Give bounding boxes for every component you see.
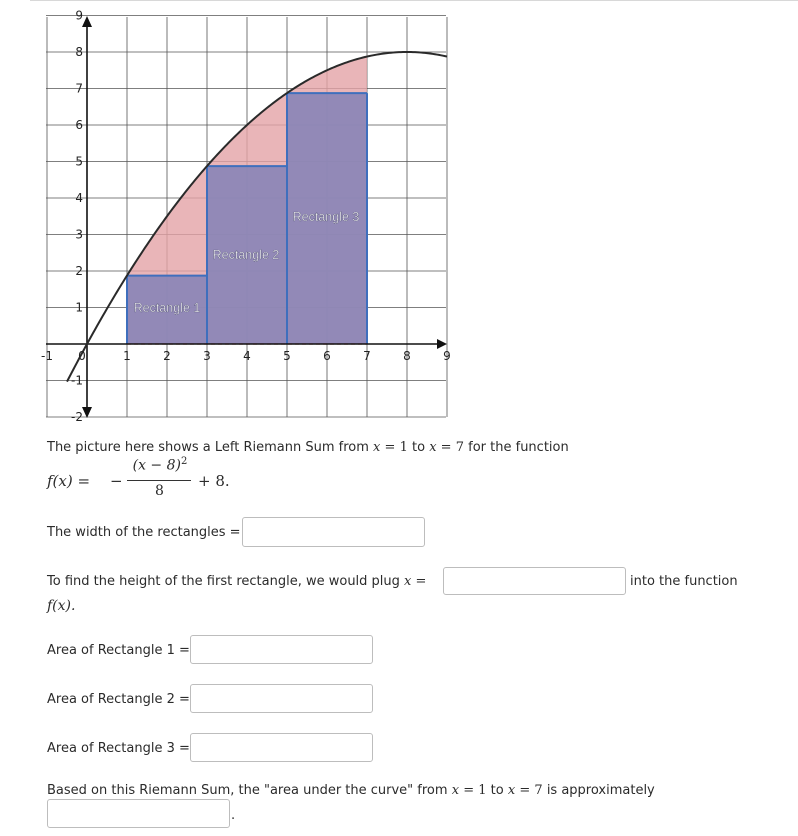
area2-input[interactable] xyxy=(190,684,373,713)
x-tick-label: 6 xyxy=(323,349,331,363)
total-x-var-1: x xyxy=(451,783,460,798)
intro-x-var-1: x xyxy=(373,440,381,455)
area2-label: Area of Rectangle 2 = xyxy=(47,692,190,707)
total-input[interactable] xyxy=(47,799,230,828)
x-tick-label: 8 xyxy=(403,349,411,363)
y-tick-label: 1 xyxy=(75,300,83,315)
width-label: The width of the rectangles = xyxy=(47,525,241,540)
function-label: f(x) = xyxy=(47,472,91,490)
height-suffix: into the function xyxy=(630,574,738,589)
height-x-var: x xyxy=(404,574,412,589)
function-plus-term: + 8. xyxy=(198,472,230,490)
intro-x-var-2: x xyxy=(429,440,437,455)
y-tick-label: 8 xyxy=(75,45,83,59)
x-tick-label: 1 xyxy=(123,349,131,363)
function-fraction xyxy=(126,456,194,474)
intro-from-value: 1 xyxy=(399,440,408,455)
function-denominator: 8 xyxy=(155,483,164,499)
intro-suffix: for the function xyxy=(468,440,569,455)
function-minus: − xyxy=(110,472,123,490)
y-tick-label: -2 xyxy=(71,410,83,424)
total-period: . xyxy=(231,808,236,823)
y-tick-label: 3 xyxy=(75,227,83,242)
x-tick-label: 9 xyxy=(443,349,451,363)
total-eq-2: = xyxy=(519,783,531,798)
x-axis-arrow xyxy=(437,339,447,349)
area3-input[interactable] xyxy=(190,733,373,762)
rectangle-1-label: Rectangle 1 xyxy=(133,301,201,315)
y-axis-arrow-up xyxy=(82,16,92,27)
function-numerator-row xyxy=(126,456,194,474)
x-tick-label: 5 xyxy=(283,349,291,363)
x-tick-label: 2 xyxy=(163,349,171,363)
width-input[interactable] xyxy=(242,517,425,547)
fraction-bar xyxy=(127,480,191,481)
y-tick-label: 4 xyxy=(75,191,83,205)
rectangle-3-label: Rectangle 3 xyxy=(292,210,360,224)
total-suffix: is approximately xyxy=(546,783,655,798)
total-from-value: 1 xyxy=(478,783,487,798)
intro-eq-2: = xyxy=(440,440,452,455)
rectangle-2-label: Rectangle 2 xyxy=(212,248,280,262)
intro-to-value: 7 xyxy=(455,440,464,455)
intro-eq-1: = xyxy=(384,440,396,455)
height-prefix-line xyxy=(47,574,426,589)
intro-prefix: The picture here shows a Left Riemann Sum from xyxy=(47,440,369,455)
area1-input[interactable] xyxy=(190,635,373,664)
height-input[interactable] xyxy=(443,567,626,595)
y-tick-label: 7 xyxy=(75,81,83,96)
x-tick-label: 4 xyxy=(243,349,251,363)
x-tick-label: 0 xyxy=(78,349,86,363)
intro-to-word: to xyxy=(411,440,426,455)
height-prefix: To find the height of the first rectangle, we would plug xyxy=(47,574,400,589)
function-numerator: (x − 8) xyxy=(132,457,181,474)
intro-line xyxy=(47,440,569,455)
area1-label: Area of Rectangle 1 = xyxy=(47,643,190,658)
y-axis-arrow-down xyxy=(82,407,92,418)
y-tick-label: 2 xyxy=(75,264,83,278)
y-tick-label: 9 xyxy=(75,8,83,23)
total-to-word: to xyxy=(490,783,504,798)
total-prefix: Based on this Riemann Sum, the "area under the curve" from xyxy=(47,783,448,798)
function-exponent: 2 xyxy=(180,456,188,467)
total-line xyxy=(47,783,655,798)
area3-label: Area of Rectangle 3 = xyxy=(47,741,190,756)
x-tick-label: -1 xyxy=(41,349,53,363)
total-eq-1: = xyxy=(463,783,475,798)
x-tick-label: 7 xyxy=(363,349,371,363)
y-tick-label: -1 xyxy=(71,373,83,388)
x-tick-label: 3 xyxy=(203,349,211,363)
y-tick-label: 6 xyxy=(75,118,83,132)
total-to-value: 7 xyxy=(534,783,543,798)
height-fx: f(x). xyxy=(47,598,76,614)
y-tick-label: 5 xyxy=(75,154,83,169)
total-x-var-2: x xyxy=(507,783,516,798)
height-eq: = xyxy=(415,574,427,589)
